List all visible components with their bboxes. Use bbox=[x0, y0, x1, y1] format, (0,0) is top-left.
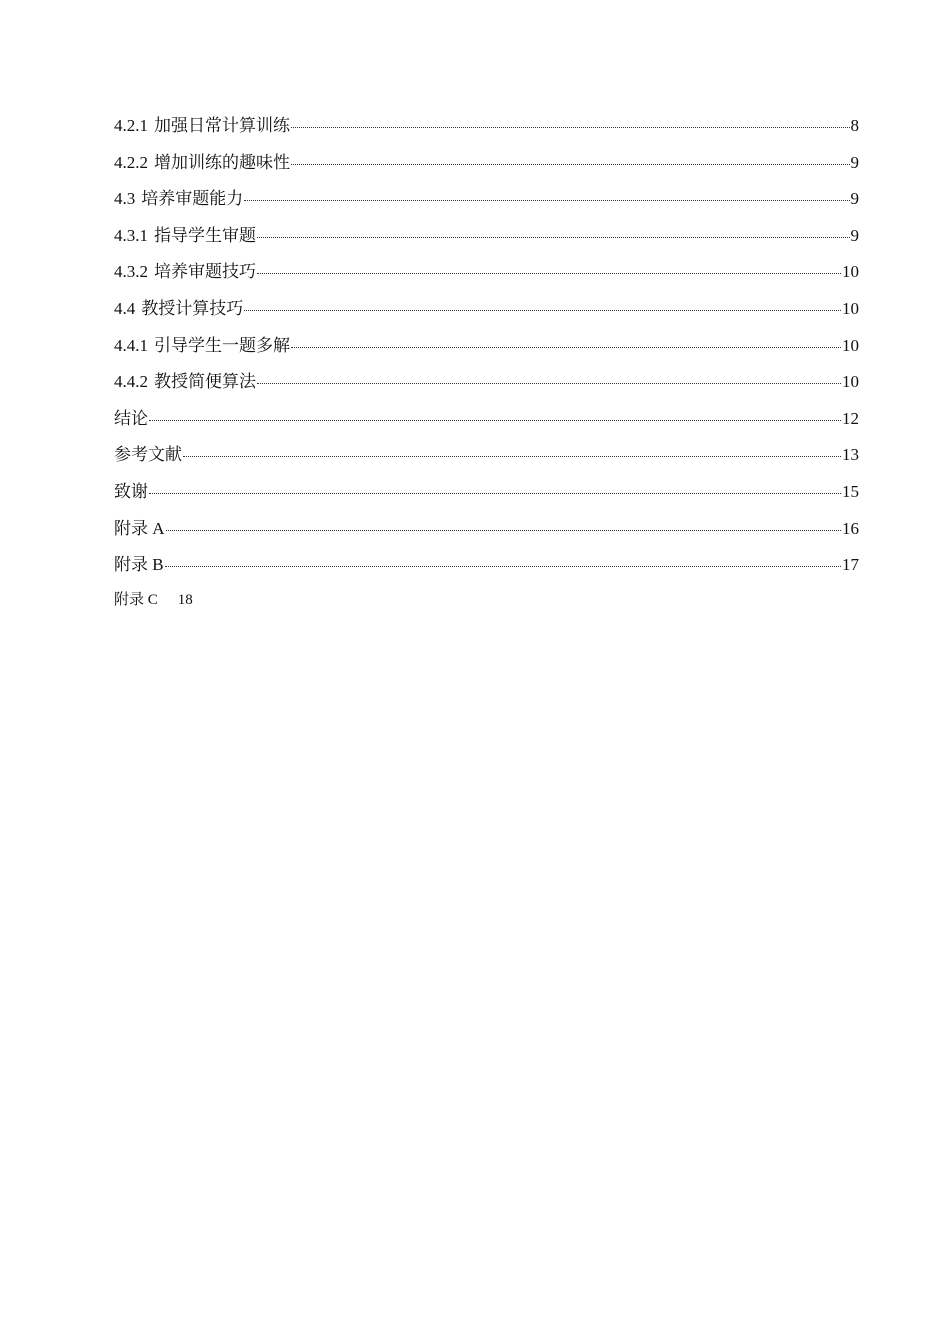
toc-entry-unformatted[interactable] bbox=[114, 590, 859, 618]
toc-entry-number: 4.2.2 bbox=[114, 152, 148, 172]
toc-dot-leader bbox=[149, 420, 841, 421]
toc-entry[interactable] bbox=[114, 515, 859, 552]
toc-entry-title: 附录 A bbox=[114, 518, 165, 538]
toc-entry-number: 4.2.1 bbox=[114, 116, 148, 135]
toc-dot-leader bbox=[149, 493, 841, 494]
toc-dot-leader bbox=[183, 456, 841, 457]
toc-entry-title: 培养审题能力 bbox=[141, 189, 244, 209]
toc-entry[interactable] bbox=[114, 441, 859, 478]
toc-entry-title: 增加训练的趣味性 bbox=[154, 152, 290, 172]
toc-entry[interactable] bbox=[114, 478, 859, 515]
toc-entry-page: 17 bbox=[842, 555, 859, 575]
toc-dot-leader bbox=[291, 164, 850, 165]
toc-dot-leader bbox=[291, 127, 850, 128]
toc-entry-page: 9 bbox=[850, 189, 859, 209]
toc-entry-title: 引导学生一题多解 bbox=[154, 335, 290, 355]
toc-entry[interactable] bbox=[114, 332, 859, 369]
toc-entry-page: 9 bbox=[850, 225, 859, 245]
table-of-contents bbox=[114, 112, 859, 618]
toc-dot-leader bbox=[291, 347, 841, 348]
toc-dot-leader bbox=[257, 273, 841, 274]
toc-entry-title: 教授简便算法 bbox=[154, 372, 256, 392]
toc-entry-page: 13 bbox=[842, 445, 859, 465]
toc-entry-title: 附录 C bbox=[114, 591, 158, 608]
toc-entry[interactable] bbox=[114, 368, 859, 405]
toc-entry-page: 18 bbox=[177, 591, 193, 608]
toc-entry-number: 4.4.2 bbox=[114, 372, 148, 392]
toc-dot-leader bbox=[165, 566, 841, 567]
toc-entry-page: 16 bbox=[842, 518, 859, 538]
toc-entry-page: 10 bbox=[842, 262, 859, 282]
toc-entry-page: 15 bbox=[842, 481, 859, 501]
toc-entry-title: 结论 bbox=[114, 408, 148, 428]
toc-entry-title: 教授计算技巧 bbox=[141, 298, 244, 318]
toc-entry-page: 10 bbox=[842, 335, 859, 355]
toc-entry-number: 4.4 bbox=[114, 298, 136, 318]
toc-entry-number: 4.4.1 bbox=[114, 335, 148, 355]
toc-dot-leader bbox=[166, 530, 841, 531]
toc-entry[interactable] bbox=[114, 222, 859, 259]
toc-entry-title: 附录 B bbox=[114, 555, 164, 575]
toc-dot-leader bbox=[257, 383, 841, 384]
toc-entry-number: 4.3 bbox=[114, 189, 136, 209]
toc-entry-page: 9 bbox=[850, 152, 859, 172]
toc-entry[interactable] bbox=[114, 258, 859, 295]
toc-entry[interactable] bbox=[114, 295, 859, 332]
toc-entry-page: 12 bbox=[842, 408, 859, 428]
toc-entry-title: 参考文献 bbox=[114, 445, 182, 465]
toc-entry-title: 指导学生审题 bbox=[154, 225, 256, 245]
toc-entry-number: 4.3.1 bbox=[114, 225, 148, 245]
toc-entry-page: 10 bbox=[842, 372, 859, 392]
toc-dot-leader bbox=[257, 237, 850, 238]
toc-entry-page: 8 bbox=[850, 116, 859, 135]
toc-entry-page: 10 bbox=[842, 298, 859, 318]
toc-entry[interactable] bbox=[114, 149, 859, 186]
toc-entry-title: 致谢 bbox=[114, 481, 148, 501]
toc-entry-number: 4.3.2 bbox=[114, 262, 148, 282]
toc-entry[interactable] bbox=[114, 112, 859, 149]
toc-entry-title: 加强日常计算训练 bbox=[154, 116, 290, 135]
toc-entry[interactable] bbox=[114, 551, 859, 588]
toc-dot-leader bbox=[244, 200, 849, 201]
toc-dot-leader bbox=[244, 310, 841, 311]
toc-entry[interactable] bbox=[114, 405, 859, 442]
toc-entry-title: 培养审题技巧 bbox=[154, 262, 256, 282]
toc-entry[interactable] bbox=[114, 185, 859, 222]
